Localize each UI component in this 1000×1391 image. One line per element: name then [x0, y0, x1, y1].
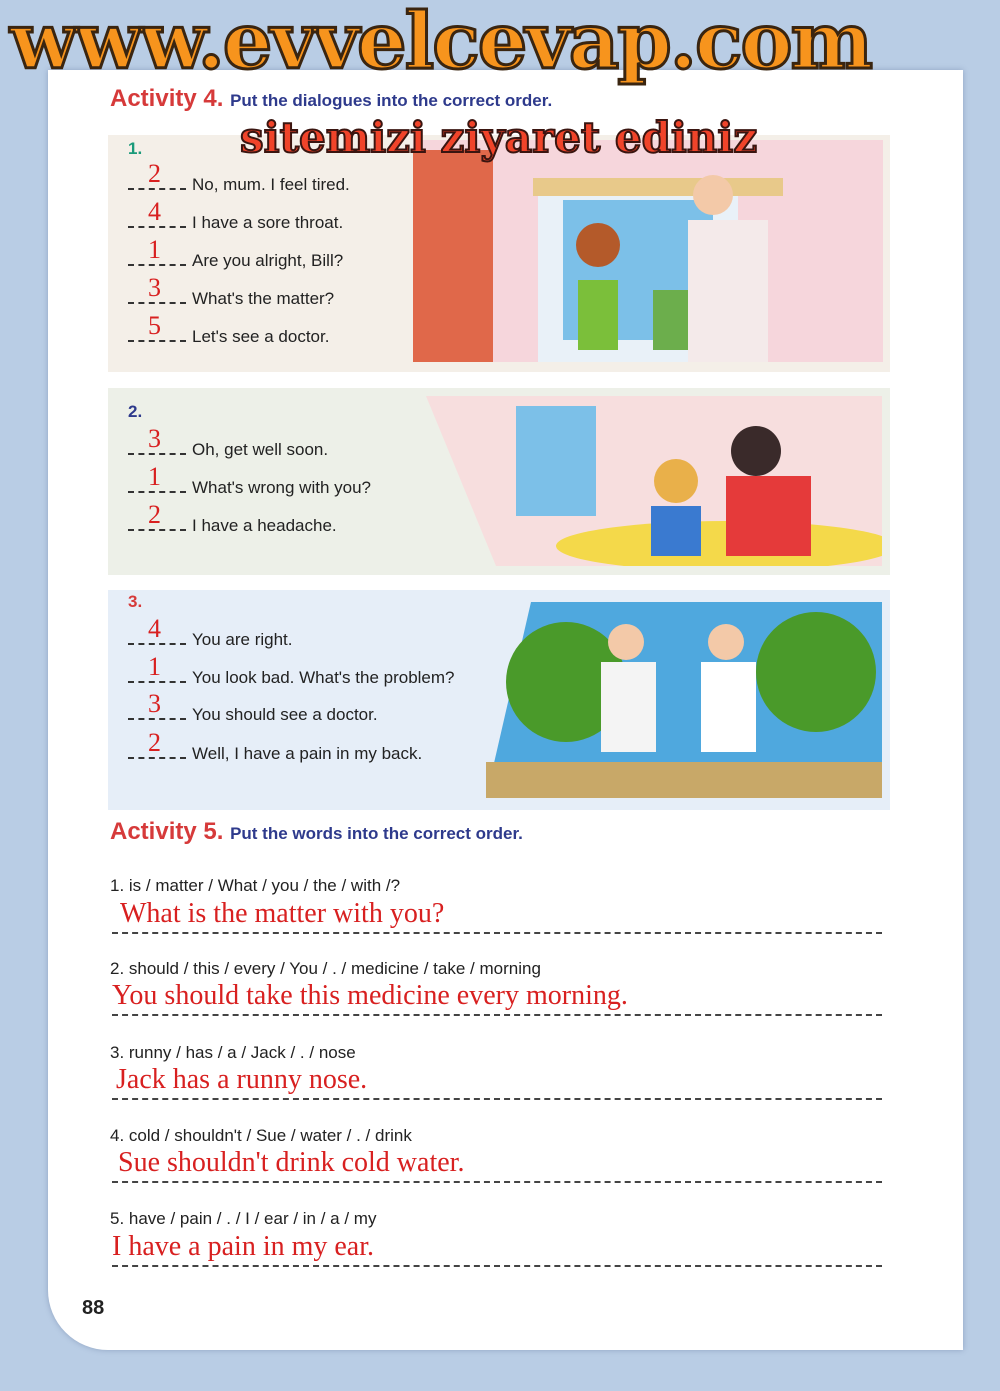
illustration-back-pain [486, 602, 882, 798]
scrambled-prompt: 3. runny / has / a / Jack / . / nose [110, 1043, 356, 1062]
dialogue-box-3 [108, 590, 890, 810]
watermark-visit: sitemizi ziyaret ediniz [240, 113, 758, 162]
scrambled-prompt: 1. is / matter / What / you / the / with /? [110, 876, 401, 895]
activity5-heading: Activity 5. Put the words into the correct order. [110, 818, 523, 845]
dialogue-line: 2 Well, I have a pain in my back. [128, 744, 422, 764]
answer-line: Sue shouldn't drink cold water. [112, 1147, 882, 1183]
dialogue-line: 1 You look bad. What's the problem? [128, 668, 455, 688]
scrambled-prompt: 4. cold / shouldn't / Sue / water / . / drink [110, 1126, 412, 1145]
dialogue-line: 1 Are you alright, Bill? [128, 251, 343, 271]
dialogue-number: 1. [128, 139, 143, 158]
dialogue-line: 3 You should see a doctor. [128, 705, 378, 725]
dialogue-line: 1 What's wrong with you? [128, 478, 371, 498]
answer-line: What is the matter with you? [112, 898, 882, 934]
dialogue-line: 4 I have a sore throat. [128, 213, 343, 233]
answer-line: I have a pain in my ear. [112, 1231, 882, 1267]
illustration-headache [426, 396, 882, 566]
illustration-mother-son [413, 140, 883, 362]
dialogue-number: 3. [128, 592, 143, 611]
scrambled-prompt: 2. should / this / every / You / . / medicine / take / morning [110, 959, 541, 978]
watermark-site: www.evvelcevap.com [10, 0, 871, 87]
scrambled-prompt: 5. have / pain / . / I / ear / in / a / my [110, 1209, 377, 1228]
answer-line: Jack has a runny nose. [112, 1064, 882, 1100]
dialogue-line: 3 What's the matter? [128, 289, 334, 309]
dialogue-line: 3 Oh, get well soon. [128, 440, 328, 460]
dialogue-line: 2 No, mum. I feel tired. [128, 175, 350, 195]
answer-line: You should take this medicine every morning. [112, 980, 882, 1016]
page-number: 88 [82, 1297, 105, 1319]
dialogue-line: 2 I have a headache. [128, 516, 337, 536]
activity4-heading: Activity 4. Put the dialogues into the correct order. [110, 85, 553, 112]
dialogue-line: 4 You are right. [128, 630, 293, 650]
dialogue-number: 2. [128, 402, 143, 421]
dialogue-line: 5 Let's see a doctor. [128, 327, 329, 347]
